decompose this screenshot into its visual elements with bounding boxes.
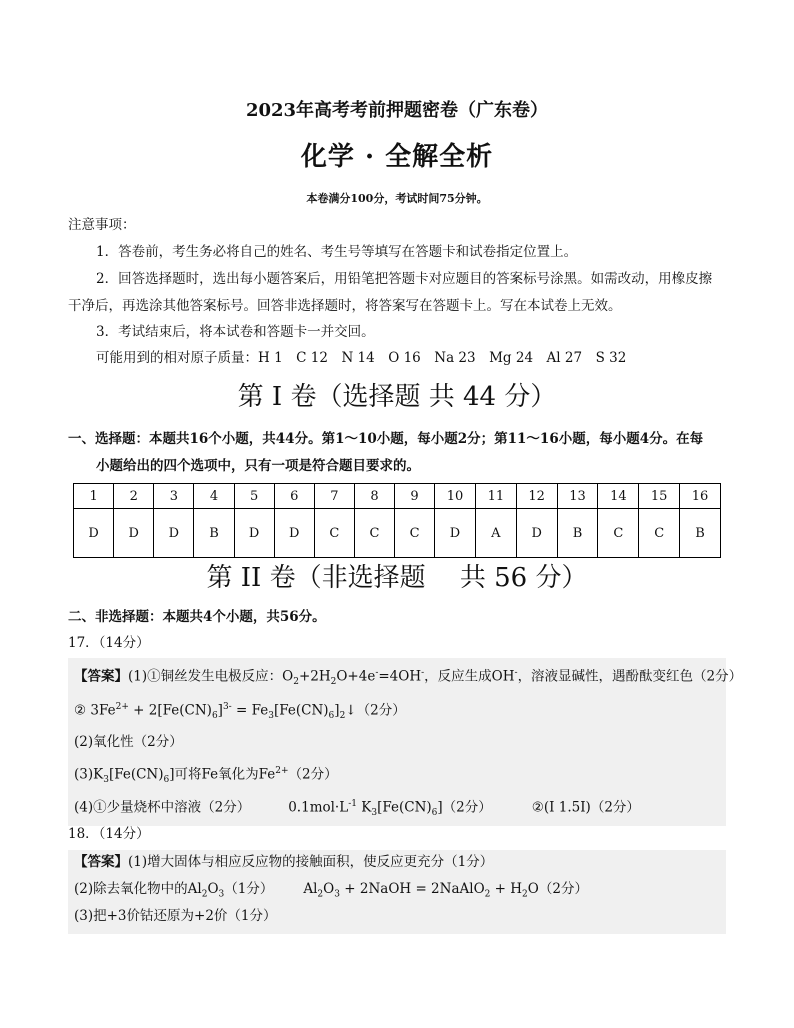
answer-cell: D — [435, 509, 476, 558]
q17-text: ，溶液显碱性，遇酚酞变红色（2分） — [517, 668, 743, 685]
answer-tag: 【答案】 — [74, 854, 128, 870]
question-17-label: 17．（14分） — [68, 635, 150, 651]
q17-line-3 — [74, 733, 183, 751]
q18-text: (3)把+3价钴还原为+2价（1分） — [74, 908, 277, 924]
q17-text: (4)①少量烧杯中溶液（2分） — [74, 799, 251, 816]
q18-text: (1)增大固体与相应反应物的接触面积，使反应更充分（1分） — [128, 854, 494, 870]
question-number: 4 — [194, 484, 234, 509]
question-number: 11 — [475, 484, 516, 509]
answer-cell: B — [194, 509, 234, 558]
q17-text: ]（2分） — [437, 799, 492, 816]
q18-text: （1分） — [224, 881, 274, 897]
exam-subtitle: 化学 · 全解全析 — [300, 142, 494, 172]
q17-text: O+4e — [336, 668, 376, 685]
q18-text: O — [323, 881, 335, 897]
question-number: 3 — [154, 484, 194, 509]
q17-line-5: (4)①少量烧杯中溶液（2分） $0.1mol\cdot L^{-1}$ $K_3[Fe(CN)_6](2$分） ②(I 1.5I)（2分） — [74, 799, 640, 819]
answer-cell: D — [114, 509, 154, 558]
answer-cell: C — [314, 509, 354, 558]
section1-instructions: 一、选择题：本题共16个小题，共44分。第1～10小题，每小题2分；第11～16小题，每小题4分。在每 — [68, 431, 704, 447]
q17-line-1: 【答案】(1)①铜丝发生电极反应：$O_2+2H_2O+4e^-=4OH^-$，反应生成OH-，溶液显碱性，遇酚酞变红色（2分） — [74, 668, 743, 688]
q17-text: 0.1mol·L — [288, 799, 349, 816]
q17-text: (2)氧化性（2分） — [74, 734, 183, 750]
q17-text: (1)①铜丝发生电极反应：O — [128, 668, 294, 685]
section1-title: 第 I 卷（选择题 共 44 分） — [237, 382, 557, 412]
answer-cell: C — [395, 509, 435, 558]
section1-instructions-cont: 小题给出的四个选项中，只有一项是符合题目要求的。 — [96, 458, 420, 474]
q17-text: =4OH — [378, 668, 422, 685]
q17-text: K — [356, 799, 372, 816]
question-number: 16 — [680, 484, 721, 509]
q17-text: ] — [334, 702, 340, 719]
answer-table-header-row — [74, 484, 721, 509]
q17-text: ]可将Fe氧化为Fe — [169, 766, 276, 783]
q18-text: O（2分） — [527, 881, 588, 897]
question-18-answer — [68, 850, 726, 934]
section2-instructions: 二、非选择题：本题共4个小题，共56分。 — [68, 609, 326, 625]
answer-cell: D — [74, 509, 114, 558]
question-number: 5 — [234, 484, 274, 509]
question-number: 8 — [354, 484, 394, 509]
question-number: 15 — [639, 484, 680, 509]
question-17-answer — [68, 658, 743, 826]
answer-cell: D — [274, 509, 314, 558]
q17-text: ↓（2分） — [345, 702, 406, 719]
question-number: 7 — [314, 484, 354, 509]
question-number: 6 — [274, 484, 314, 509]
atomic-mass-line: 可能用到的相对原子质量：H 1 C 12 N 14 O 16 Na 23 Mg 24 Al 27 S 32 — [96, 350, 627, 366]
answer-cell: C — [354, 509, 394, 558]
q18-text: + 2NaOH = 2NaAlO — [339, 881, 485, 897]
q17-line-4: $(3)K_3[Fe(CN)_6]$可将Fe氧化为$Fe^{2+}(2$分） — [74, 766, 338, 786]
question-number: 10 — [435, 484, 476, 509]
section2-title: 第 II 卷（非选择题 共 56 分） — [206, 563, 588, 593]
answer-table — [73, 483, 721, 558]
question-number: 12 — [516, 484, 557, 509]
exam-title: 2023年高考考前押题密卷（广东卷） — [245, 100, 549, 121]
q17-text: [Fe(CN) — [273, 702, 329, 719]
notice-item-3: 3．考试结束后，将本试卷和答题卡一并交回。 — [96, 324, 375, 340]
answer-cell: D — [234, 509, 274, 558]
answer-cell: B — [680, 509, 721, 558]
answer-tag: 【答案】 — [74, 668, 128, 685]
answer-cell: C — [598, 509, 639, 558]
q17-line-2: ② $3Fe^{2+} + 2[Fe(CN)_6]^{3-}$ = $Fe_3[Fe(CN)_6]_2↓(2$分） — [74, 702, 406, 722]
q18-line-2: (2)除去氧化物中的$Al_2O_3(1$分） $Al_2O_3$ + 2NaOH = 2NaAlO$_2$ + $H_2O(2$分） — [74, 881, 588, 900]
question-number: 1 — [74, 484, 114, 509]
q18-text: (2)除去氧化物中的Al — [74, 881, 202, 897]
q18-line-3 — [74, 907, 277, 925]
question-number: 2 — [114, 484, 154, 509]
exam-meta: 本卷满分100分，考试时间75分钟。 — [306, 192, 488, 205]
notice-label: 注意事项： — [68, 217, 136, 233]
q17-text: + 2[Fe(CN) — [128, 702, 212, 719]
question-number: 9 — [395, 484, 435, 509]
q17-text: （2分） — [288, 766, 338, 783]
answer-cell: A — [475, 509, 516, 558]
q17-text: = Fe — [231, 702, 269, 719]
q17-text: ② 3Fe — [74, 702, 116, 719]
answer-cell: D — [154, 509, 194, 558]
q17-text: ②(I 1.5I)（2分） — [531, 799, 640, 816]
q18-text: Al — [303, 881, 318, 897]
q17-text: (3)K — [74, 766, 104, 783]
answer-cell: D — [516, 509, 557, 558]
q18-text: + H — [490, 881, 523, 897]
notice-item-2: 2．回答选择题时，选出每小题答案后，用铅笔把答题卡对应题目的答案标号涂黑。如需改动，用橡皮擦 — [96, 271, 713, 287]
q17-text: ，反应生成OH — [424, 668, 515, 685]
q18-line-1 — [74, 853, 493, 871]
question-number: 13 — [557, 484, 598, 509]
q18-text: O — [207, 881, 219, 897]
q17-text: ] — [217, 702, 223, 719]
answer-table-answer-row — [74, 509, 721, 558]
q17-text: [Fe(CN) — [108, 766, 164, 783]
answer-cell: B — [557, 509, 598, 558]
q17-text: +2H — [298, 668, 331, 685]
question-number: 14 — [598, 484, 639, 509]
notice-item-1: 1．答卷前，考生务必将自己的姓名、考生号等填写在答题卡和试卷指定位置上。 — [96, 244, 578, 260]
answer-cell: C — [639, 509, 680, 558]
q17-text: [Fe(CN) — [377, 799, 432, 816]
notice-item-2-cont: 干净后，再选涂其他答案标号。回答非选择题时，将答案写在答题卡上。写在本试卷上无效。 — [68, 298, 622, 314]
question-18-label: 18．（14分） — [68, 826, 150, 842]
